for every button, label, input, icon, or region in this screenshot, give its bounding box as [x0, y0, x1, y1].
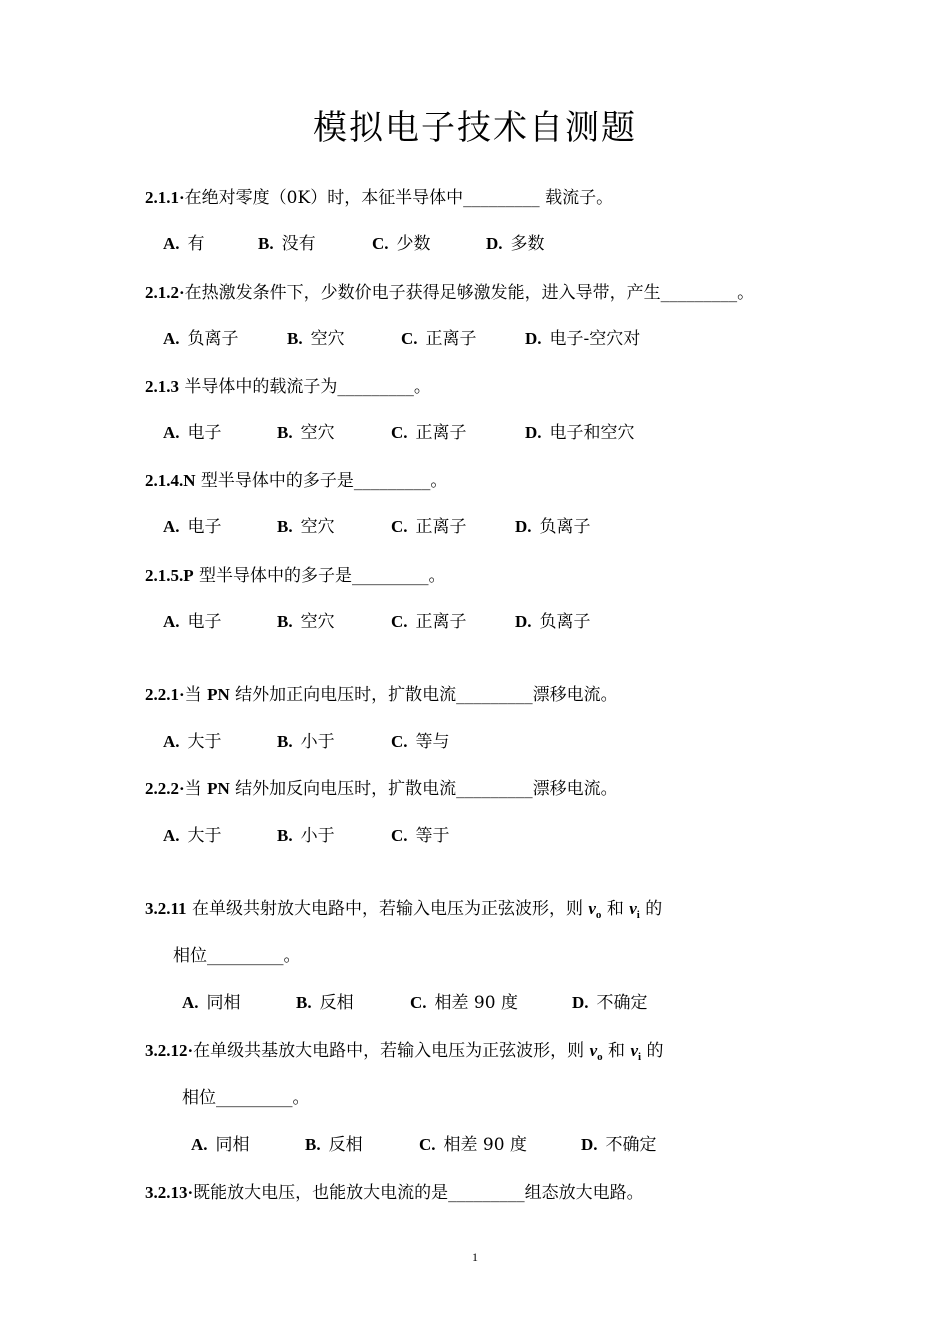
question-number: 2.1.3 [145, 377, 179, 396]
variable-vo: $v_o$ [589, 1041, 603, 1063]
option-a[interactable]: A. 同相 [182, 993, 241, 1013]
question-2-1-1 [145, 186, 613, 210]
page-number: 1 [472, 1250, 478, 1264]
question-number: 3.2.13· [145, 1183, 194, 1202]
option-c[interactable]: C. 正离子 [401, 329, 477, 349]
question-3-2-11: 3.2.11 在单级共射放大电路中，若输入电压为正弦波形，则 $v_o$ 和 $v_i$ 的 [145, 899, 663, 921]
options-3-2-11 [182, 991, 782, 1015]
variable-vi: $v_i$ [630, 1041, 642, 1063]
question-2-2-2: 2.2.2·当 PN 结外加反向电压时，扩散电流_________漂移电流。 [145, 779, 618, 799]
option-a[interactable]: A. 大于 [163, 732, 222, 752]
options-2-1-5 [163, 610, 763, 634]
option-c[interactable]: C. 正离子 [391, 423, 467, 443]
option-b[interactable]: B. 没有 [258, 234, 316, 254]
options-2-1-4 [163, 515, 763, 539]
question-number: 2.2.1· [145, 685, 185, 704]
question-number: 3.2.12· [145, 1041, 194, 1060]
question-number: 2.1.1· [145, 188, 185, 207]
options-2-2-2 [163, 824, 763, 848]
question-number: 2.1.5.P [145, 566, 194, 585]
option-a[interactable]: A. 负离子 [163, 329, 239, 349]
option-b[interactable]: B. 空穴 [287, 329, 345, 349]
option-a[interactable]: A. 电子 [163, 517, 222, 537]
question-3-2-13 [145, 1181, 644, 1205]
question-text: 型半导体中的多子是_________。 [193, 566, 446, 586]
option-c[interactable]: C. 等与 [391, 732, 450, 752]
question-number: 2.1.2· [145, 283, 185, 302]
options-2-2-1 [163, 730, 763, 754]
option-b[interactable]: B. 空穴 [277, 517, 335, 537]
option-b[interactable]: B. 反相 [296, 993, 354, 1013]
question-text: 型半导体中的多子是_________。 [195, 471, 448, 491]
option-b[interactable]: B. 空穴 [277, 423, 335, 443]
option-c[interactable]: C. 等于 [391, 826, 450, 846]
option-d[interactable]: D. 电子-空穴对 [525, 329, 641, 349]
question-2-1-5 [145, 564, 446, 588]
option-a[interactable]: A. 电子 [163, 423, 222, 443]
question-number: 2.2.2· [145, 779, 185, 798]
option-a[interactable]: A. 有 [163, 234, 205, 254]
option-d[interactable]: D. 负离子 [515, 612, 591, 632]
question-2-1-2 [145, 281, 754, 305]
page-title: 模拟电子技术自测题 [313, 108, 637, 148]
option-a[interactable]: A. 大于 [163, 826, 222, 846]
option-c[interactable]: C. 少数 [372, 234, 431, 254]
options-2-1-3 [163, 421, 763, 445]
question-3-2-12: 3.2.12·在单级共基放大电路中，若输入电压为正弦波形，则 $v_o$ 和 $v_i$ 的 [145, 1041, 664, 1063]
option-a[interactable]: A. 电子 [163, 612, 222, 632]
options-2-1-1 [163, 232, 763, 256]
option-c[interactable]: C. 相差 90 度 [410, 993, 518, 1013]
variable-vi: $v_i$ [629, 899, 640, 921]
option-d[interactable]: D. 不确定 [572, 993, 648, 1013]
option-d[interactable]: D. 多数 [486, 234, 545, 254]
question-text: 既能放大电压，也能放大电流的是_________组态放大电路。 [193, 1183, 644, 1203]
option-b[interactable]: B. 小于 [277, 732, 335, 752]
question-2-1-3 [145, 375, 431, 399]
question-continuation: 相位_________。 [173, 946, 301, 966]
options-3-2-12 [191, 1133, 791, 1157]
question-continuation: 相位_________。 [182, 1088, 310, 1108]
option-c[interactable]: C. 相差 90 度 [419, 1135, 527, 1155]
question-2-1-4 [145, 469, 447, 493]
question-text: 在热激发条件下，少数价电子获得足够激发能，进入导带，产生_________。 [184, 283, 755, 303]
question-2-2-1: 2.2.1·当 PN 结外加正向电压时，扩散电流_________漂移电流。 [145, 685, 618, 705]
option-c[interactable]: C. 正离子 [391, 517, 467, 537]
option-d[interactable]: D. 电子和空穴 [525, 423, 635, 443]
option-b[interactable]: B. 小于 [277, 826, 335, 846]
variable-vo: $v_o$ [588, 899, 602, 921]
option-a[interactable]: A. 同相 [191, 1135, 250, 1155]
option-d[interactable]: D. 不确定 [581, 1135, 657, 1155]
option-c[interactable]: C. 正离子 [391, 612, 467, 632]
question-number: 2.1.4.N [145, 471, 196, 490]
question-text: 半导体中的载流子为_________。 [179, 377, 431, 397]
option-b[interactable]: B. 空穴 [277, 612, 335, 632]
options-2-1-2 [163, 327, 763, 351]
question-number: 3.2.11 [145, 899, 187, 918]
option-d[interactable]: D. 负离子 [515, 517, 591, 537]
question-text: 在绝对零度（0K）时，本征半导体中_________ 载流子。 [184, 188, 614, 208]
option-b[interactable]: B. 反相 [305, 1135, 363, 1155]
